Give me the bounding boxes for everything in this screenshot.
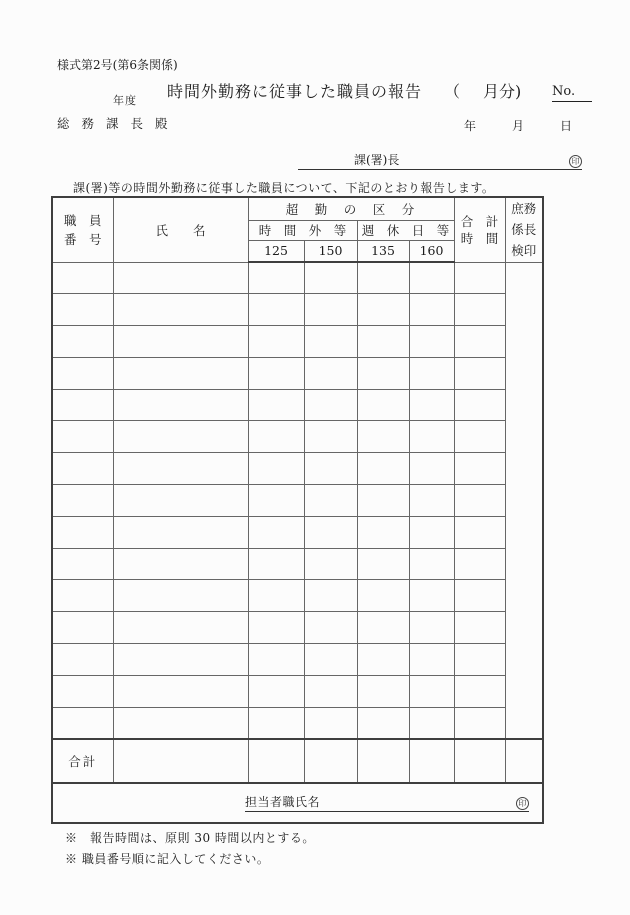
empty-cell (357, 262, 409, 294)
empty-cell (454, 326, 505, 358)
overtime-report-table (51, 196, 544, 824)
empty-cell (409, 453, 454, 485)
total-name-cell (113, 739, 248, 783)
empty-cell (248, 262, 304, 294)
month-paren-open: （ (444, 82, 461, 101)
table-row (52, 357, 543, 389)
empty-cell (113, 326, 248, 358)
empty-cell (248, 389, 304, 421)
empty-cell (52, 421, 113, 453)
empty-cell (52, 357, 113, 389)
empty-cell (304, 326, 357, 358)
table-row (52, 707, 543, 739)
total-125-cell (248, 739, 304, 783)
fiscal-year-label: 年度 (113, 94, 137, 107)
table-row (52, 516, 543, 548)
empty-cell (454, 612, 505, 644)
empty-cell (304, 421, 357, 453)
empty-cell (113, 707, 248, 739)
empty-cell (52, 580, 113, 612)
empty-cell (454, 262, 505, 294)
empty-cell (409, 485, 454, 517)
header-rate-135: 135 (357, 240, 409, 262)
empty-cell (52, 389, 113, 421)
table-row (52, 485, 543, 517)
empty-cell (357, 389, 409, 421)
empty-cell (304, 453, 357, 485)
total-160-cell (409, 739, 454, 783)
empty-cell (357, 453, 409, 485)
header-overtime-normal: 時 間 外 等 (248, 220, 357, 240)
empty-cell (409, 326, 454, 358)
total-seal-cell (505, 739, 543, 783)
empty-cell (409, 294, 454, 326)
empty-cell (113, 262, 248, 294)
header-weekly-holiday: 週 休 日 等 (357, 220, 454, 240)
empty-cell (409, 389, 454, 421)
table-row (52, 326, 543, 358)
empty-cell (113, 421, 248, 453)
signature-row (52, 783, 543, 823)
empty-cell (304, 485, 357, 517)
empty-cell (409, 580, 454, 612)
report-number-label: No. (552, 84, 592, 102)
table-row (52, 294, 543, 326)
empty-cell (454, 485, 505, 517)
empty-cell (454, 644, 505, 676)
total-135-cell (357, 739, 409, 783)
empty-cell (113, 453, 248, 485)
empty-cell (248, 326, 304, 358)
empty-cell (304, 516, 357, 548)
empty-cell (304, 707, 357, 739)
header-clerk-seal-line3: 検印 (511, 243, 537, 259)
empty-cell (409, 612, 454, 644)
header-total-hours (454, 197, 505, 262)
header-total-hours-line2: 時 間 (460, 230, 499, 246)
empty-cell (357, 612, 409, 644)
empty-cell (409, 516, 454, 548)
empty-cell (248, 548, 304, 580)
empty-cell (454, 580, 505, 612)
table-row (52, 580, 543, 612)
empty-cell (113, 612, 248, 644)
table-body (52, 262, 543, 739)
signature-cell (52, 783, 543, 823)
empty-cell (409, 421, 454, 453)
empty-cell (454, 707, 505, 739)
table-row (52, 389, 543, 421)
staff-signature-line (245, 793, 529, 812)
empty-cell (409, 707, 454, 739)
date-month-label: 月 (512, 119, 525, 133)
empty-cell (248, 707, 304, 739)
form-number: 様式第2号(第6条関係) (57, 58, 178, 72)
table-row (52, 612, 543, 644)
empty-cell (304, 644, 357, 676)
empty-cell (357, 421, 409, 453)
empty-cell (304, 294, 357, 326)
empty-cell (454, 453, 505, 485)
clerk-seal-merged-cell (505, 262, 543, 739)
total-row (52, 739, 543, 783)
page-title: 時間外勤務に従事した職員の報告 (167, 82, 423, 101)
empty-cell (454, 516, 505, 548)
empty-cell (357, 548, 409, 580)
empty-cell (113, 548, 248, 580)
empty-cell (454, 548, 505, 580)
empty-cell (113, 485, 248, 517)
empty-cell (248, 644, 304, 676)
empty-cell (52, 675, 113, 707)
table-row (52, 453, 543, 485)
empty-cell (304, 580, 357, 612)
empty-cell (409, 357, 454, 389)
empty-cell (357, 707, 409, 739)
empty-cell (357, 294, 409, 326)
intro-sentence: 課(署)等の時間外勤務に従事した職員について、下記のとおり報告します。 (73, 181, 495, 195)
empty-cell (52, 644, 113, 676)
empty-cell (248, 453, 304, 485)
empty-cell (113, 294, 248, 326)
empty-cell (454, 421, 505, 453)
table-row (52, 421, 543, 453)
empty-cell (357, 580, 409, 612)
header-clerk-seal-line2: 係長 (511, 222, 537, 238)
date-year-label: 年 (464, 119, 477, 133)
empty-cell (113, 644, 248, 676)
table-row (52, 548, 543, 580)
table-row (52, 675, 543, 707)
table-row (52, 644, 543, 676)
empty-cell (52, 485, 113, 517)
empty-cell (304, 357, 357, 389)
header-overtime-section: 超 勤 の 区 分 (248, 197, 454, 220)
total-hours-cell (454, 739, 505, 783)
empty-cell (357, 516, 409, 548)
empty-cell (409, 675, 454, 707)
seal-icon: 印 (516, 797, 529, 810)
empty-cell (357, 644, 409, 676)
total-150-cell (304, 739, 357, 783)
table-header (52, 197, 543, 262)
empty-cell (113, 516, 248, 548)
empty-cell (409, 262, 454, 294)
chief-signature-line (298, 152, 582, 170)
empty-cell (357, 357, 409, 389)
empty-cell (52, 548, 113, 580)
empty-cell (52, 453, 113, 485)
empty-cell (357, 326, 409, 358)
chief-signature-label: 課(署)長 (354, 153, 400, 167)
empty-cell (248, 675, 304, 707)
empty-cell (357, 675, 409, 707)
empty-cell (304, 675, 357, 707)
empty-cell (454, 389, 505, 421)
empty-cell (454, 675, 505, 707)
empty-cell (113, 357, 248, 389)
empty-cell (113, 675, 248, 707)
empty-cell (304, 612, 357, 644)
header-clerk-seal-line1: 庶務 (511, 201, 537, 217)
staff-signature-label: 担当者職氏名 (245, 795, 321, 810)
addressee: 総務課長殿 (57, 116, 180, 131)
empty-cell (248, 294, 304, 326)
header-staff-number-line1: 職 員 (63, 212, 102, 228)
footnote-order: ※ 職員番号順に記入してください。 (65, 852, 270, 866)
table-row (52, 262, 543, 294)
header-staff-number-line2: 番 号 (63, 231, 102, 247)
empty-cell (454, 294, 505, 326)
header-clerk-seal (505, 197, 543, 262)
empty-cell (52, 516, 113, 548)
seal-icon: 印 (569, 155, 582, 168)
empty-cell (113, 389, 248, 421)
empty-cell (52, 612, 113, 644)
empty-cell (52, 326, 113, 358)
header-name: 氏 名 (113, 197, 248, 262)
empty-cell (304, 262, 357, 294)
empty-cell (248, 357, 304, 389)
empty-cell (304, 389, 357, 421)
header-staff-number (52, 197, 113, 262)
empty-cell (52, 294, 113, 326)
empty-cell (248, 421, 304, 453)
empty-cell (409, 548, 454, 580)
header-total-hours-line1: 合 計 (460, 213, 499, 229)
empty-cell (248, 485, 304, 517)
empty-cell (248, 516, 304, 548)
header-rate-160: 160 (409, 240, 454, 262)
date-day-label: 日 (560, 119, 573, 133)
header-rate-125: 125 (248, 240, 304, 262)
empty-cell (52, 262, 113, 294)
empty-cell (409, 644, 454, 676)
header-rate-150: 150 (304, 240, 357, 262)
footnote-report-limit: ※ 報告時間は、原則 30 時間以内とする。 (65, 831, 315, 845)
empty-cell (248, 580, 304, 612)
empty-cell (357, 485, 409, 517)
month-suffix: 月分) (483, 82, 522, 101)
empty-cell (52, 707, 113, 739)
empty-cell (248, 612, 304, 644)
empty-cell (454, 357, 505, 389)
empty-cell (304, 548, 357, 580)
empty-cell (113, 580, 248, 612)
table-footer (52, 739, 543, 823)
total-label: 合計 (52, 739, 113, 783)
